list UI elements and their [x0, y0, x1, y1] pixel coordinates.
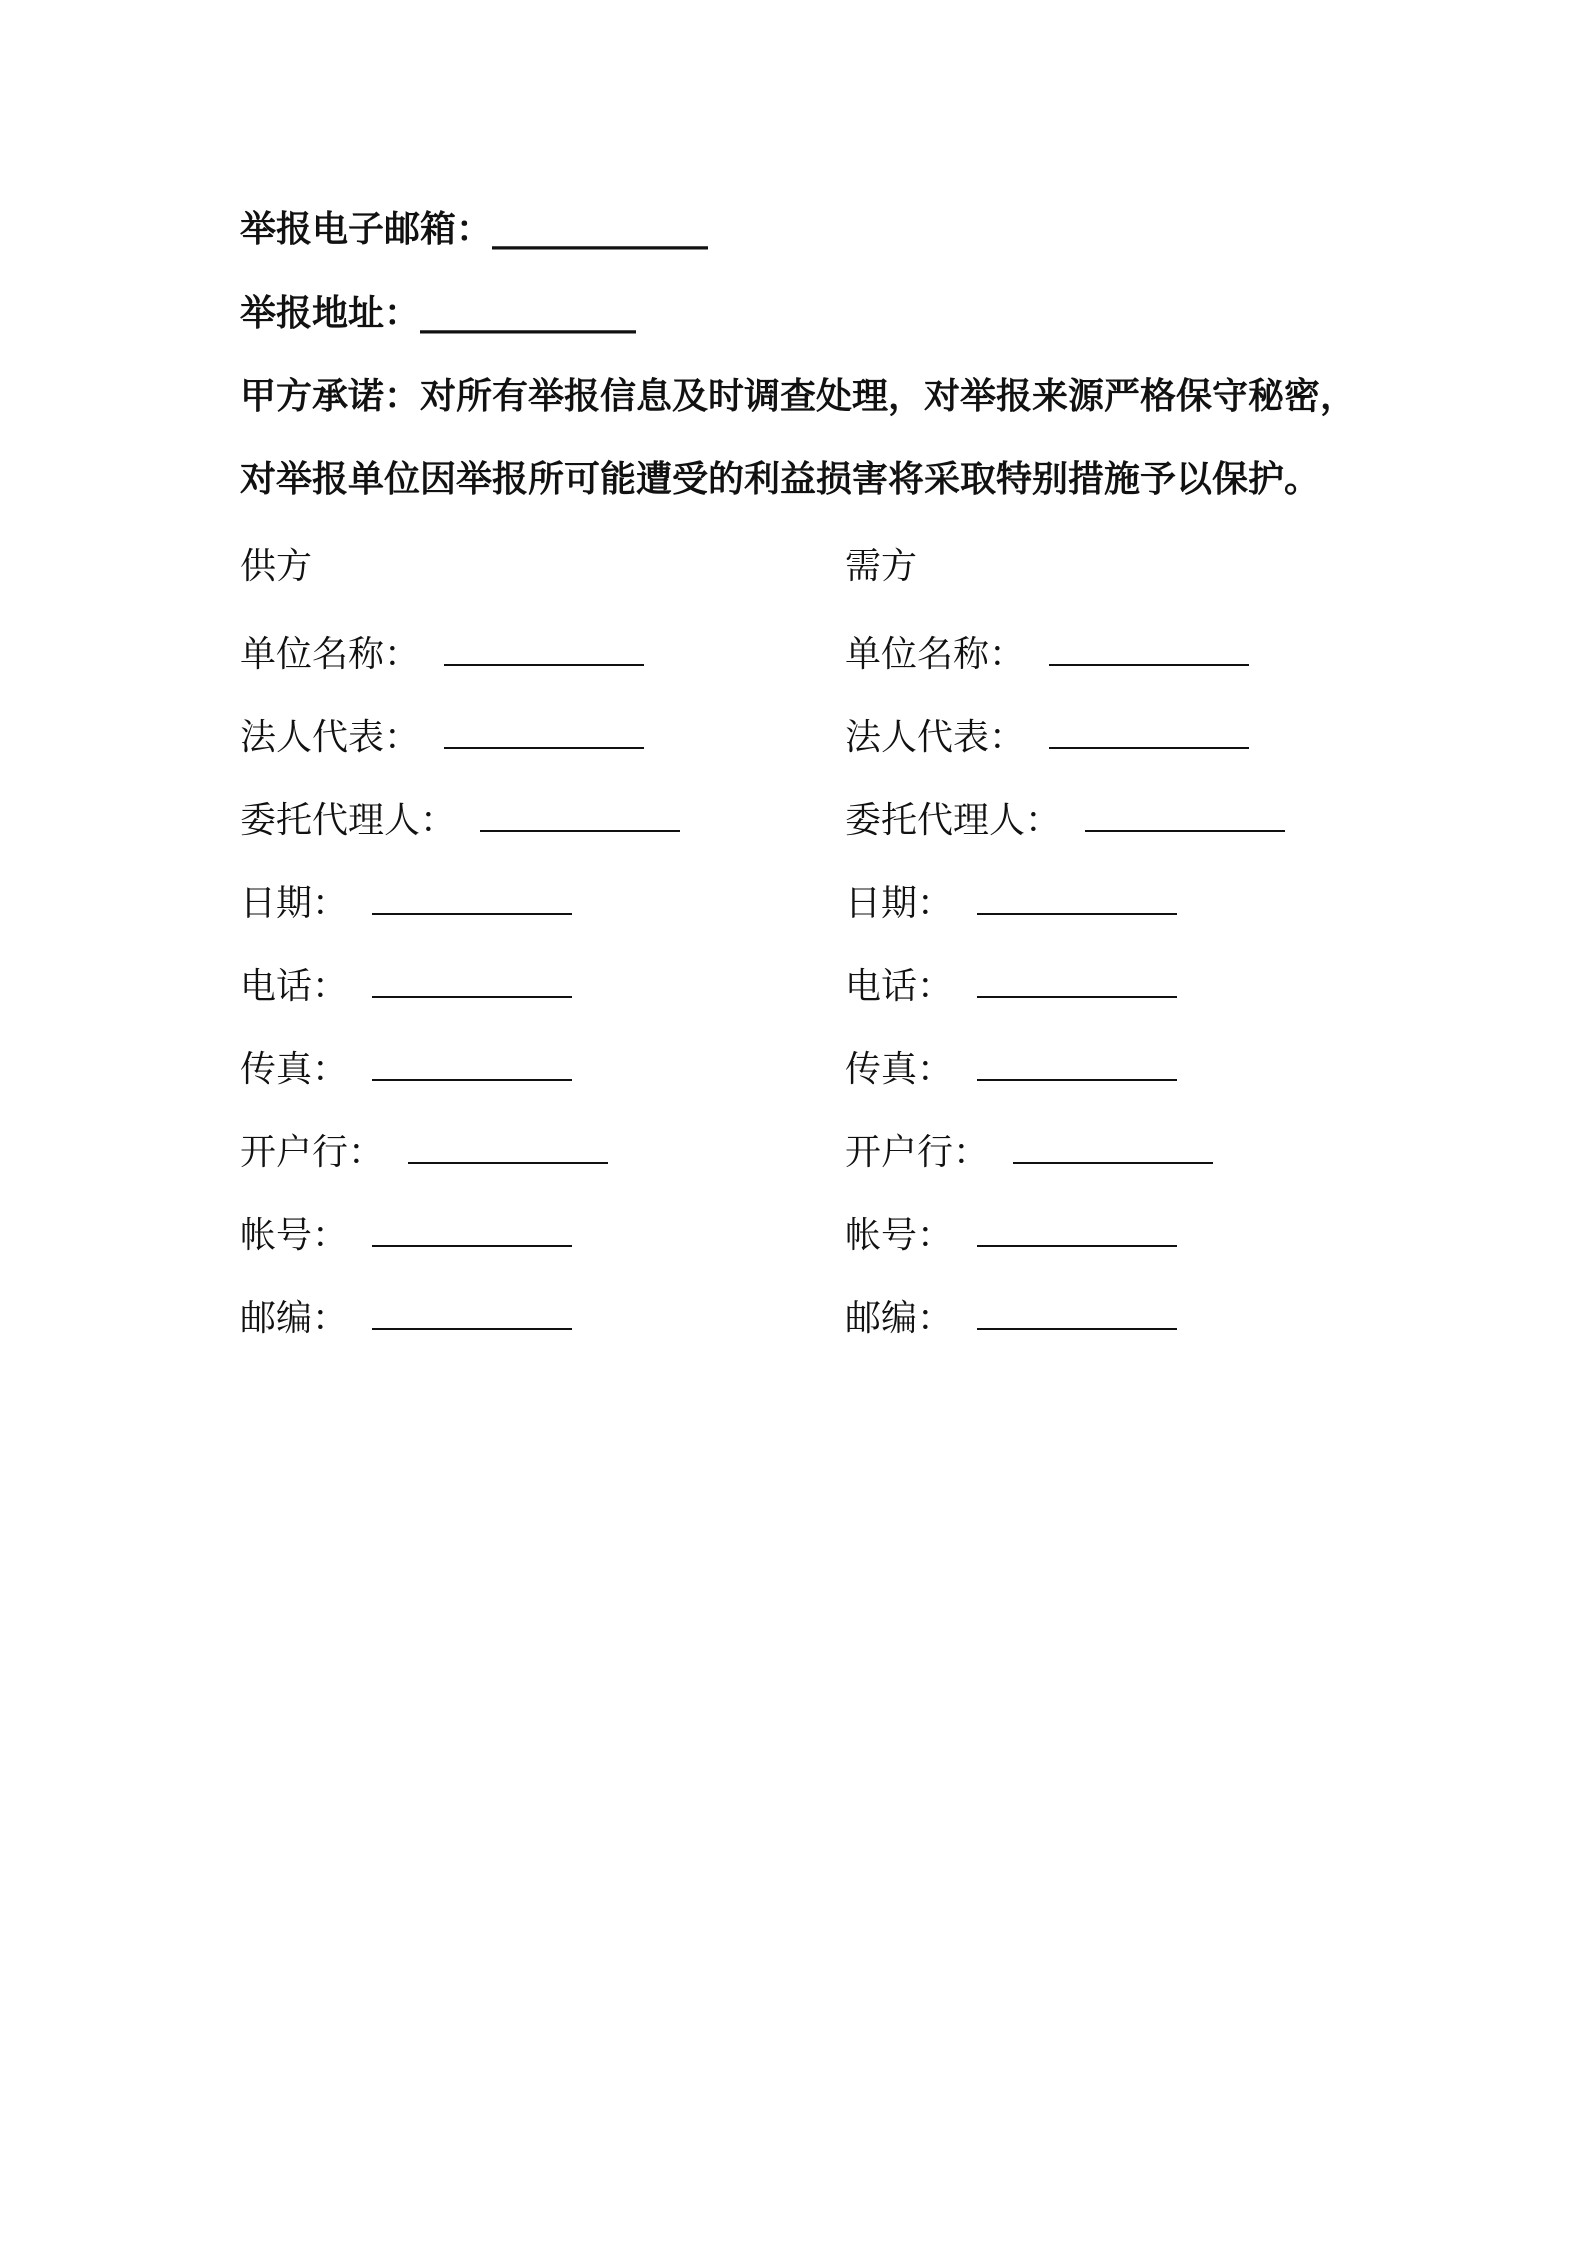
buyer-postcode-field [845, 1292, 1177, 1343]
buyer-legal-rep-blank [1049, 711, 1249, 749]
report-email-value: ____________ [492, 209, 709, 250]
buyer-legal-rep-field [845, 711, 1249, 762]
supplier-account-label: 帐号： [240, 1215, 349, 1256]
buyer-fax-label: 传真： [845, 1049, 954, 1090]
report-email-line [240, 206, 708, 254]
buyer-phone-label: 电话： [845, 966, 954, 1007]
supplier-unit-name-blank [444, 628, 644, 666]
promise-line-1: 甲方承诺：对所有举报信息及时调查处理，对举报来源严格保守秘密， [240, 376, 1357, 417]
supplier-legal-rep-field [240, 711, 644, 762]
supplier-bank-field [240, 1126, 608, 1177]
supplier-fax-label: 传真： [240, 1049, 349, 1090]
supplier-agent-label: 委托代理人： [240, 800, 457, 841]
buyer-bank-blank [1013, 1126, 1213, 1164]
supplier-agent-field [240, 794, 680, 845]
supplier-fax-blank [372, 1043, 572, 1081]
supplier-postcode-field [240, 1292, 572, 1343]
supplier-fax-field [240, 1043, 572, 1094]
supplier-legal-rep-blank [444, 711, 644, 749]
supplier-postcode-blank [372, 1292, 572, 1330]
buyer-fax-field [845, 1043, 1177, 1094]
supplier-unit-name-field [240, 628, 644, 679]
buyer-agent-blank [1085, 794, 1285, 832]
buyer-title: 需方 [845, 546, 918, 587]
supplier-bank-blank [408, 1126, 608, 1164]
buyer-date-label: 日期： [845, 883, 954, 924]
report-address-line [240, 290, 636, 338]
supplier-postcode-label: 邮编： [240, 1298, 349, 1339]
buyer-date-field [845, 877, 1177, 928]
supplier-title: 供方 [240, 546, 313, 587]
buyer-bank-label: 开户行： [845, 1132, 990, 1173]
supplier-phone-blank [372, 960, 572, 998]
promise-line-2: 对举报单位因举报所可能遭受的利益损害将采取特别措施予以保护。 [240, 459, 1321, 500]
report-address-label: 举报地址： [240, 293, 421, 334]
supplier-bank-label: 开户行： [240, 1132, 385, 1173]
supplier-date-blank [372, 877, 572, 915]
supplier-phone-label: 电话： [240, 966, 349, 1007]
buyer-bank-field [845, 1126, 1213, 1177]
buyer-postcode-blank [977, 1292, 1177, 1330]
buyer-agent-field [845, 794, 1285, 845]
buyer-account-label: 帐号： [845, 1215, 954, 1256]
buyer-account-field [845, 1209, 1177, 1260]
supplier-date-field [240, 877, 572, 928]
buyer-unit-name-label: 单位名称： [845, 634, 1026, 675]
buyer-fax-blank [977, 1043, 1177, 1081]
supplier-account-field [240, 1209, 572, 1260]
supplier-account-blank [372, 1209, 572, 1247]
report-address-value: ____________ [420, 293, 637, 334]
buyer-legal-rep-label: 法人代表： [845, 717, 1026, 758]
buyer-postcode-label: 邮编： [845, 1298, 954, 1339]
supplier-agent-blank [480, 794, 680, 832]
supplier-unit-name-label: 单位名称： [240, 634, 421, 675]
buyer-phone-blank [977, 960, 1177, 998]
supplier-phone-field [240, 960, 572, 1011]
buyer-date-blank [977, 877, 1177, 915]
buyer-unit-name-blank [1049, 628, 1249, 666]
buyer-phone-field [845, 960, 1177, 1011]
supplier-date-label: 日期： [240, 883, 349, 924]
report-email-label: 举报电子邮箱： [240, 209, 493, 250]
supplier-legal-rep-label: 法人代表： [240, 717, 421, 758]
buyer-account-blank [977, 1209, 1177, 1247]
buyer-unit-name-field [845, 628, 1249, 679]
buyer-agent-label: 委托代理人： [845, 800, 1062, 841]
